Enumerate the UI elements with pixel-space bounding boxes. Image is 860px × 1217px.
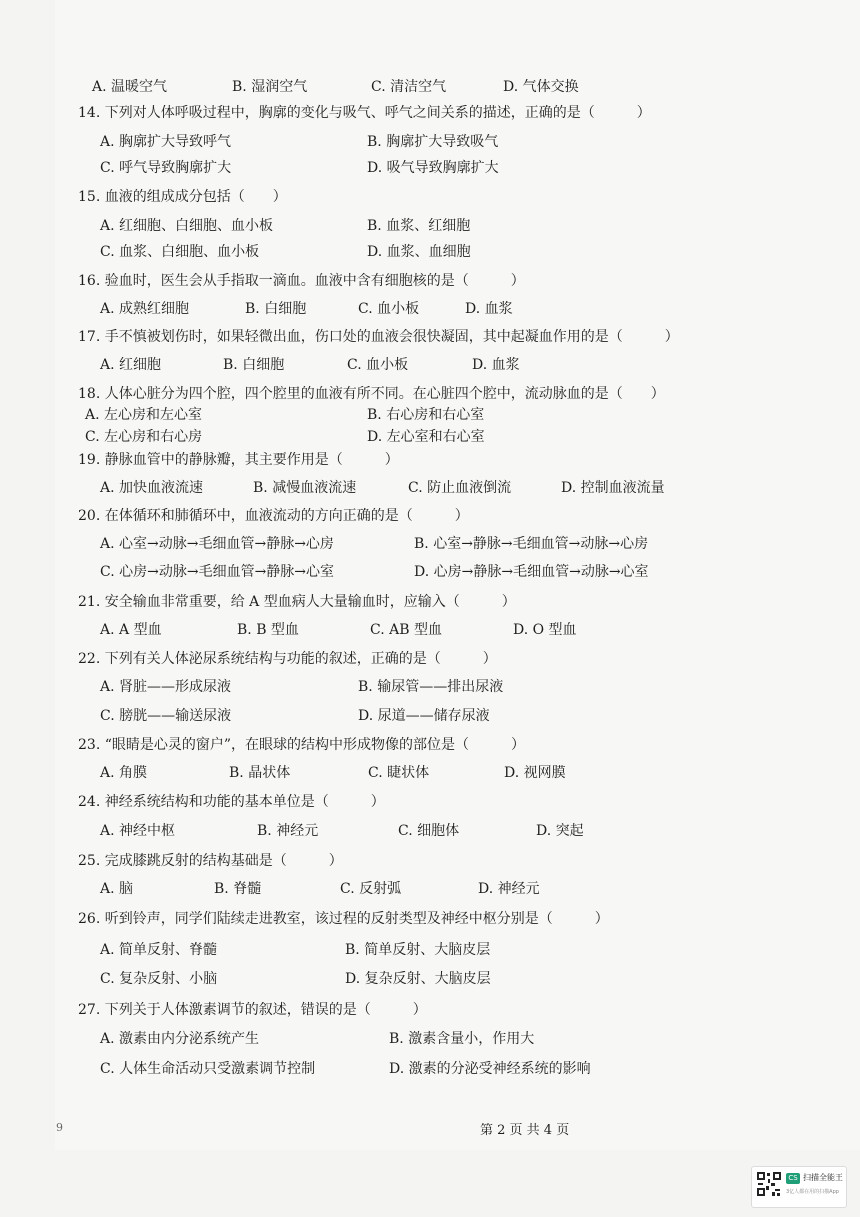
- q17-options-choice-b: B. 白细胞: [223, 357, 285, 373]
- page-number: 第 2 页 共 4 页: [480, 1123, 570, 1138]
- scanner-watermark-badge: [751, 1166, 847, 1208]
- q21-options-choice-d: D. O 型血: [513, 622, 577, 638]
- q13-options-choice-a: A. 温暖空气: [92, 79, 168, 95]
- q22-options-2-choice-a: C. 膀胱——输送尿液: [100, 708, 232, 724]
- q14-options-2-choice-a: C. 呼气导致胸廓扩大: [100, 160, 232, 176]
- q15-stem: 15. 血液的组成成分包括（ ）: [78, 189, 287, 205]
- q22-options-1-choice-a: A. 肾脏——形成尿液: [100, 679, 232, 695]
- q15-options-2-choice-b: D. 血浆、血细胞: [367, 244, 471, 260]
- scanner-app-slogan: 3亿人都在用的扫描App: [786, 1189, 839, 1195]
- qr-code-icon: [756, 1171, 782, 1197]
- q24-stem: 24. 神经系统结构和功能的基本单位是（ ）: [78, 794, 385, 810]
- q21-options-choice-a: A. A 型血: [100, 622, 162, 638]
- q20-options-1-choice-b: B. 心室→静脉→毛细血管→动脉→心房: [414, 536, 649, 552]
- q17-stem: 17. 手不慎被划伤时，如果轻微出血，伤口处的血液会很快凝固，其中起凝血作用的是（ ）: [78, 329, 679, 345]
- q23-options-choice-c: C. 睫状体: [368, 765, 430, 781]
- q22-options-2-choice-b: D. 尿道——储存尿液: [358, 708, 490, 724]
- q26-options-1-choice-a: A. 简单反射、脊髓: [100, 942, 218, 958]
- q19-options-choice-a: A. 加快血液流速: [100, 480, 204, 496]
- q26-options-2-choice-b: D. 复杂反射、大脑皮层: [345, 971, 491, 987]
- q25-options-choice-d: D. 神经元: [478, 881, 540, 897]
- q23-options-choice-a: A. 角膜: [100, 765, 148, 781]
- q19-stem: 19. 静脉血管中的静脉瓣，其主要作用是（ ）: [78, 452, 399, 468]
- q25-options-choice-c: C. 反射弧: [340, 881, 402, 897]
- q20-options-2-choice-b: D. 心房→静脉→毛细血管→动脉→心室: [414, 564, 649, 580]
- q18-options-1-choice-a: A. 左心房和左心室: [85, 407, 203, 423]
- q18-options-2-choice-b: D. 左心室和右心室: [367, 429, 485, 445]
- q18-options-1-choice-b: B. 右心房和右心室: [367, 407, 485, 423]
- q27-stem: 27. 下列关于人体激素调节的叙述，错误的是（ ）: [78, 1002, 427, 1018]
- q24-options-choice-a: A. 神经中枢: [100, 823, 176, 839]
- q13-options-choice-b: B. 湿润空气: [232, 79, 308, 95]
- q20-options-2-choice-a: C. 心房→动脉→毛细血管→静脉→心室: [100, 564, 335, 580]
- q27-options-2-choice-a: C. 人体生命活动只受激素调节控制: [100, 1061, 316, 1077]
- q25-options-choice-a: A. 脑: [100, 881, 134, 897]
- q21-options-choice-c: C. AB 型血: [370, 622, 442, 638]
- q23-options-choice-b: B. 晶状体: [229, 765, 291, 781]
- q23-stem: 23. “眼睛是心灵的窗户”，在眼球的结构中形成物像的部位是（ ）: [78, 737, 526, 753]
- q15-options-2-choice-a: C. 血浆、白细胞、血小板: [100, 244, 260, 260]
- q15-options-1-choice-a: A. 红细胞、白细胞、血小板: [100, 218, 274, 234]
- q19-options-choice-c: C. 防止血液倒流: [408, 480, 512, 496]
- q25-options-choice-b: B. 脊髓: [214, 881, 262, 897]
- q27-options-1-choice-a: A. 激素由内分泌系统产生: [100, 1031, 260, 1047]
- q16-options-choice-d: D. 血浆: [465, 301, 513, 317]
- q17-options-choice-a: A. 红细胞: [100, 357, 162, 373]
- q24-options-choice-b: B. 神经元: [257, 823, 319, 839]
- q16-stem: 16. 验血时，医生会从手指取一滴血。血液中含有细胞核的是（ ）: [78, 273, 525, 289]
- q25-stem: 25. 完成膝跳反射的结构基础是（ ）: [78, 853, 343, 869]
- q22-stem: 22. 下列有关人体泌尿系统结构与功能的叙述，正确的是（ ）: [78, 651, 497, 667]
- q14-options-1-choice-b: B. 胸廓扩大导致吸气: [367, 134, 499, 150]
- q14-stem: 14. 下列对人体呼吸过程中，胸廓的变化与吸气、呼气之间关系的描述，正确的是（ ）: [78, 105, 651, 121]
- q24-options-choice-c: C. 细胞体: [398, 823, 460, 839]
- q26-options-2-choice-a: C. 复杂反射、小脑: [100, 971, 218, 987]
- q14-options-2-choice-b: D. 吸气导致胸廓扩大: [367, 160, 499, 176]
- q16-options-choice-c: C. 血小板: [358, 301, 420, 317]
- cs-logo: CS: [786, 1173, 800, 1184]
- q20-stem: 20. 在体循环和肺循环中，血液流动的方向正确的是（ ）: [78, 508, 469, 524]
- q16-options-choice-a: A. 成熟红细胞: [100, 301, 190, 317]
- q18-stem: 18. 人体心脏分为四个腔，四个腔里的血液有所不同。在心脏四个腔中，流动脉血的是（ ）: [78, 386, 665, 402]
- q16-options-choice-b: B. 白细胞: [245, 301, 307, 317]
- q26-stem: 26. 听到铃声，同学们陆续走进教室，该过程的反射类型及神经中枢分别是（ ）: [78, 911, 609, 927]
- q23-options-choice-d: D. 视网膜: [504, 765, 566, 781]
- edge-mark: 9: [56, 1121, 63, 1134]
- q19-options-choice-d: D. 控制血液流量: [561, 480, 665, 496]
- q13-options-choice-d: D. 气体交换: [503, 79, 579, 95]
- q24-options-choice-d: D. 突起: [536, 823, 584, 839]
- q13-options-choice-c: C. 清洁空气: [371, 79, 447, 95]
- q27-options-1-choice-b: B. 激素含量小，作用大: [389, 1031, 535, 1047]
- q20-options-1-choice-a: A. 心室→动脉→毛细血管→静脉→心房: [100, 536, 334, 552]
- q19-options-choice-b: B. 减慢血液流速: [253, 480, 357, 496]
- q21-options-choice-b: B. B 型血: [237, 622, 299, 638]
- q14-options-1-choice-a: A. 胸廓扩大导致呼气: [100, 134, 232, 150]
- q17-options-choice-c: C. 血小板: [347, 357, 409, 373]
- q27-options-2-choice-b: D. 激素的分泌受神经系统的影响: [389, 1061, 591, 1077]
- scanner-app-name: 扫描全能王: [803, 1173, 843, 1182]
- q17-options-choice-d: D. 血浆: [472, 357, 520, 373]
- q15-options-1-choice-b: B. 血浆、红细胞: [367, 218, 471, 234]
- q18-options-2-choice-a: C. 左心房和右心房: [85, 429, 203, 445]
- q22-options-1-choice-b: B. 输尿管——排出尿液: [358, 679, 504, 695]
- q21-stem: 21. 安全输血非常重要，给 A 型血病人大量输血时，应输入（ ）: [78, 594, 516, 610]
- q26-options-1-choice-b: B. 简单反射、大脑皮层: [345, 942, 491, 958]
